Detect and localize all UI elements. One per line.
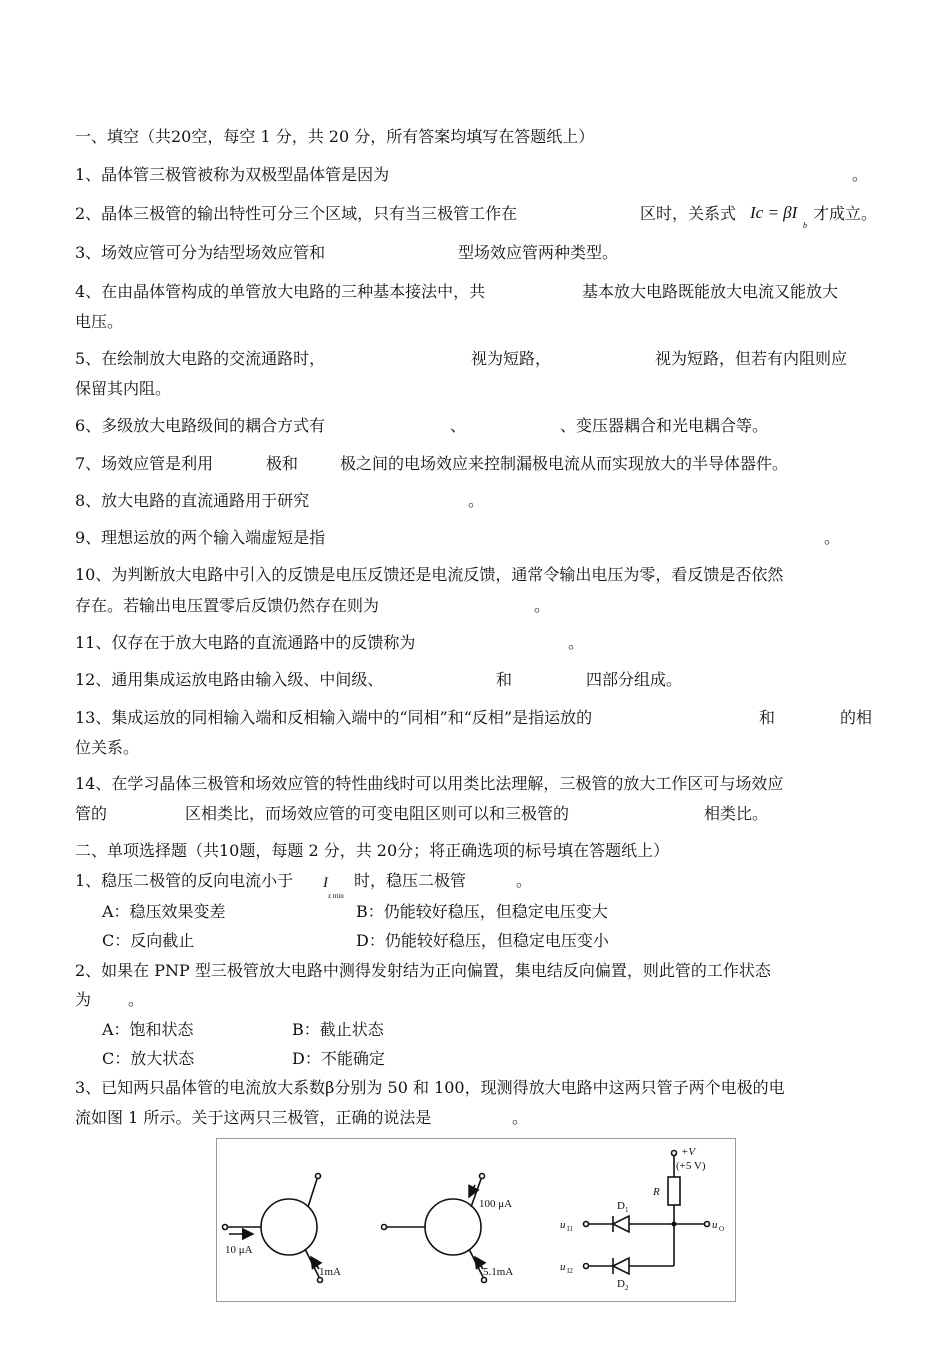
diode-d1: [613, 1216, 629, 1232]
q1-13-text: 13、集成运放的同相输入端和反相输入端中的“同相”和“反相”是指运放的: [75, 708, 593, 727]
q2-1-option-b: B：仍能较好稳压，但稳定电压变大: [356, 902, 608, 921]
q1-6-c: 、变压器耦合和光电耦合等。: [560, 416, 769, 435]
q1-8-end: 。: [468, 491, 485, 510]
q2-3-line1: 3、已知两只晶体管的电流放大系数β分别为 50 和 100，现测得放大电路中这两只管子两个电极的电: [75, 1078, 785, 1097]
q2-1-b: 时，稳压二极管: [354, 871, 467, 890]
q1-8-text: 8、放大电路的直流通路用于研究: [75, 491, 310, 510]
q2-2-option-d: D：不能确定: [292, 1049, 385, 1068]
q2-3-line2: 流如图 1 所示。关于这两只三极管，正确的说法是: [75, 1108, 432, 1127]
resistor-label: R: [653, 1186, 660, 1198]
q1-7-text: 7、场效应管是利用: [75, 454, 214, 473]
q1-13-c: 的相: [840, 708, 873, 727]
q1-5-text: 5、在绘制放大电路的交流通路时，: [75, 349, 326, 368]
q1-13-b: 和: [759, 708, 776, 727]
q2-2-line1: 2、如果在 PNP 型三极管放大电路中测得发射结为正向偏置，集电结反向偏置，则此管的工作状态: [75, 961, 771, 980]
junction-dot: [672, 1222, 677, 1227]
q2-1-option-a: A：稳压效果变差: [102, 902, 226, 921]
circuit-figure-svg: [217, 1139, 735, 1301]
d2-label-sub: 2: [625, 1284, 629, 1292]
uo-label: u: [712, 1219, 718, 1231]
q1-11-end: 。: [568, 633, 585, 652]
q1-10-line1: 10、为判断放大电路中引入的反馈是电压反馈还是电流反馈，通常令输出电压为零，看反馈是否依然: [75, 565, 784, 584]
u12-label: u: [560, 1261, 566, 1273]
q1-3-b: 型场效应管两种类型。: [458, 243, 619, 262]
q1-4-text: 4、在由晶体管构成的单管放大电路的三种基本接法中，共: [75, 282, 486, 301]
resistor-r: [668, 1177, 680, 1205]
q1-2-b: 区时，关系式: [640, 204, 737, 223]
supply-label: +V: [681, 1146, 696, 1158]
q2-2-option-c: C：放大状态: [102, 1049, 195, 1068]
q1-7-c: 极之间的电场效应来控制漏极电流从而实现放大的半导体器件。: [340, 454, 789, 473]
q1-4-b: 基本放大电路既能放大电流又能放大: [582, 282, 839, 301]
section1-title: 一、填空（共20空，每空 1 分，共 20 分，所有答案均填写在答题纸上）: [75, 127, 595, 146]
q1-14-c: 相类比。: [704, 804, 769, 823]
q2-1-end: 。: [516, 871, 533, 890]
q1-5-line2: 保留其内阻。: [75, 379, 172, 398]
q1-6-b: 、: [450, 416, 467, 435]
t2-output-current: 5.1mA: [483, 1266, 514, 1278]
d2-label: D: [617, 1278, 625, 1290]
transistor-1-body: [261, 1199, 317, 1255]
q2-1-text: 1、稳压二极管的反向电流小于: [75, 871, 294, 890]
q1-14-a: 管的: [75, 804, 108, 823]
q2-1-option-c: C：反向截止: [102, 931, 195, 950]
q1-14-line1: 14、在学习晶体三极管和场效应管的特性曲线时可以用类比法理解，三极管的放大工作区可与场效应: [75, 774, 784, 793]
q1-6-text: 6、多级放大电路级间的耦合方式有: [75, 416, 326, 435]
q1-12-text: 12、通用集成运放电路由输入级、中间级、: [75, 670, 384, 689]
q1-10-end: 。: [534, 596, 551, 615]
q2-3-end: 。: [512, 1108, 529, 1127]
q2-2-end: 。: [128, 990, 145, 1009]
t1-input-current: 10 μA: [225, 1244, 253, 1256]
q1-11-text: 11、仅存在于放大电路的直流通路中的反馈称为: [75, 633, 416, 652]
q1-12-b: 和: [496, 670, 513, 689]
d1-label: D: [617, 1200, 625, 1212]
q1-3-text: 3、场效应管可分为结型场效应管和: [75, 243, 326, 262]
t1-output-current: 1mA: [319, 1266, 341, 1278]
q1-14-b: 区相类比，而场效应管的可变电阻区则可以和三极管的: [185, 804, 570, 823]
q1-2-c: 才成立。: [813, 204, 878, 223]
q1-13-line2: 位关系。: [75, 738, 140, 757]
q2-2-option-a: A：饱和状态: [102, 1020, 194, 1039]
q1-5-b: 视为短路，: [471, 349, 552, 368]
t2-input-current: 100 μA: [479, 1198, 513, 1210]
q1-5-c: 视为短路，但若有内阻则应: [655, 349, 848, 368]
transistor-2-body: [425, 1199, 481, 1255]
figure-1: [216, 1138, 736, 1302]
q2-1-I-sub: z min: [328, 892, 344, 900]
d1-label-sub: 1: [625, 1206, 629, 1214]
u12-label-sub: I2: [567, 1267, 573, 1275]
q1-12-c: 四部分组成。: [586, 670, 683, 689]
diode-d2: [613, 1258, 629, 1274]
q1-1-text: 1、晶体管三极管被称为双极型晶体管是因为: [75, 165, 390, 184]
section2-title: 二、单项选择题（共10题，每题 2 分，共 20分；将正确选项的标号填在答题纸上）: [75, 841, 670, 860]
q2-2-option-b: B：截止状态: [292, 1020, 384, 1039]
uo-label-sub: O: [719, 1225, 725, 1233]
q2-1-I: I: [323, 875, 328, 891]
q1-2-formula-sub: b: [803, 221, 807, 230]
q1-2-formula: Ic = βI: [750, 203, 798, 222]
u11-label: u: [560, 1219, 566, 1231]
supply-value: (+5 V): [676, 1160, 706, 1172]
u11-label-sub: I1: [567, 1225, 573, 1233]
q1-7-b: 极和: [266, 454, 299, 473]
q1-10-line2: 存在。若输出电压置零后反馈仍然存在则为: [75, 596, 380, 615]
q1-1-end: 。: [852, 165, 869, 184]
q2-1-option-d: D：仍能较好稳压，但稳定电压变小: [356, 931, 609, 950]
q2-2-line2: 为: [75, 990, 92, 1009]
q1-4-line2: 电压。: [75, 312, 124, 331]
q1-9-end: 。: [824, 528, 841, 547]
q1-2-text: 2、晶体三极管的输出特性可分三个区域，只有当三极管工作在: [75, 204, 518, 223]
q1-9-text: 9、理想运放的两个输入端虚短是指: [75, 528, 326, 547]
